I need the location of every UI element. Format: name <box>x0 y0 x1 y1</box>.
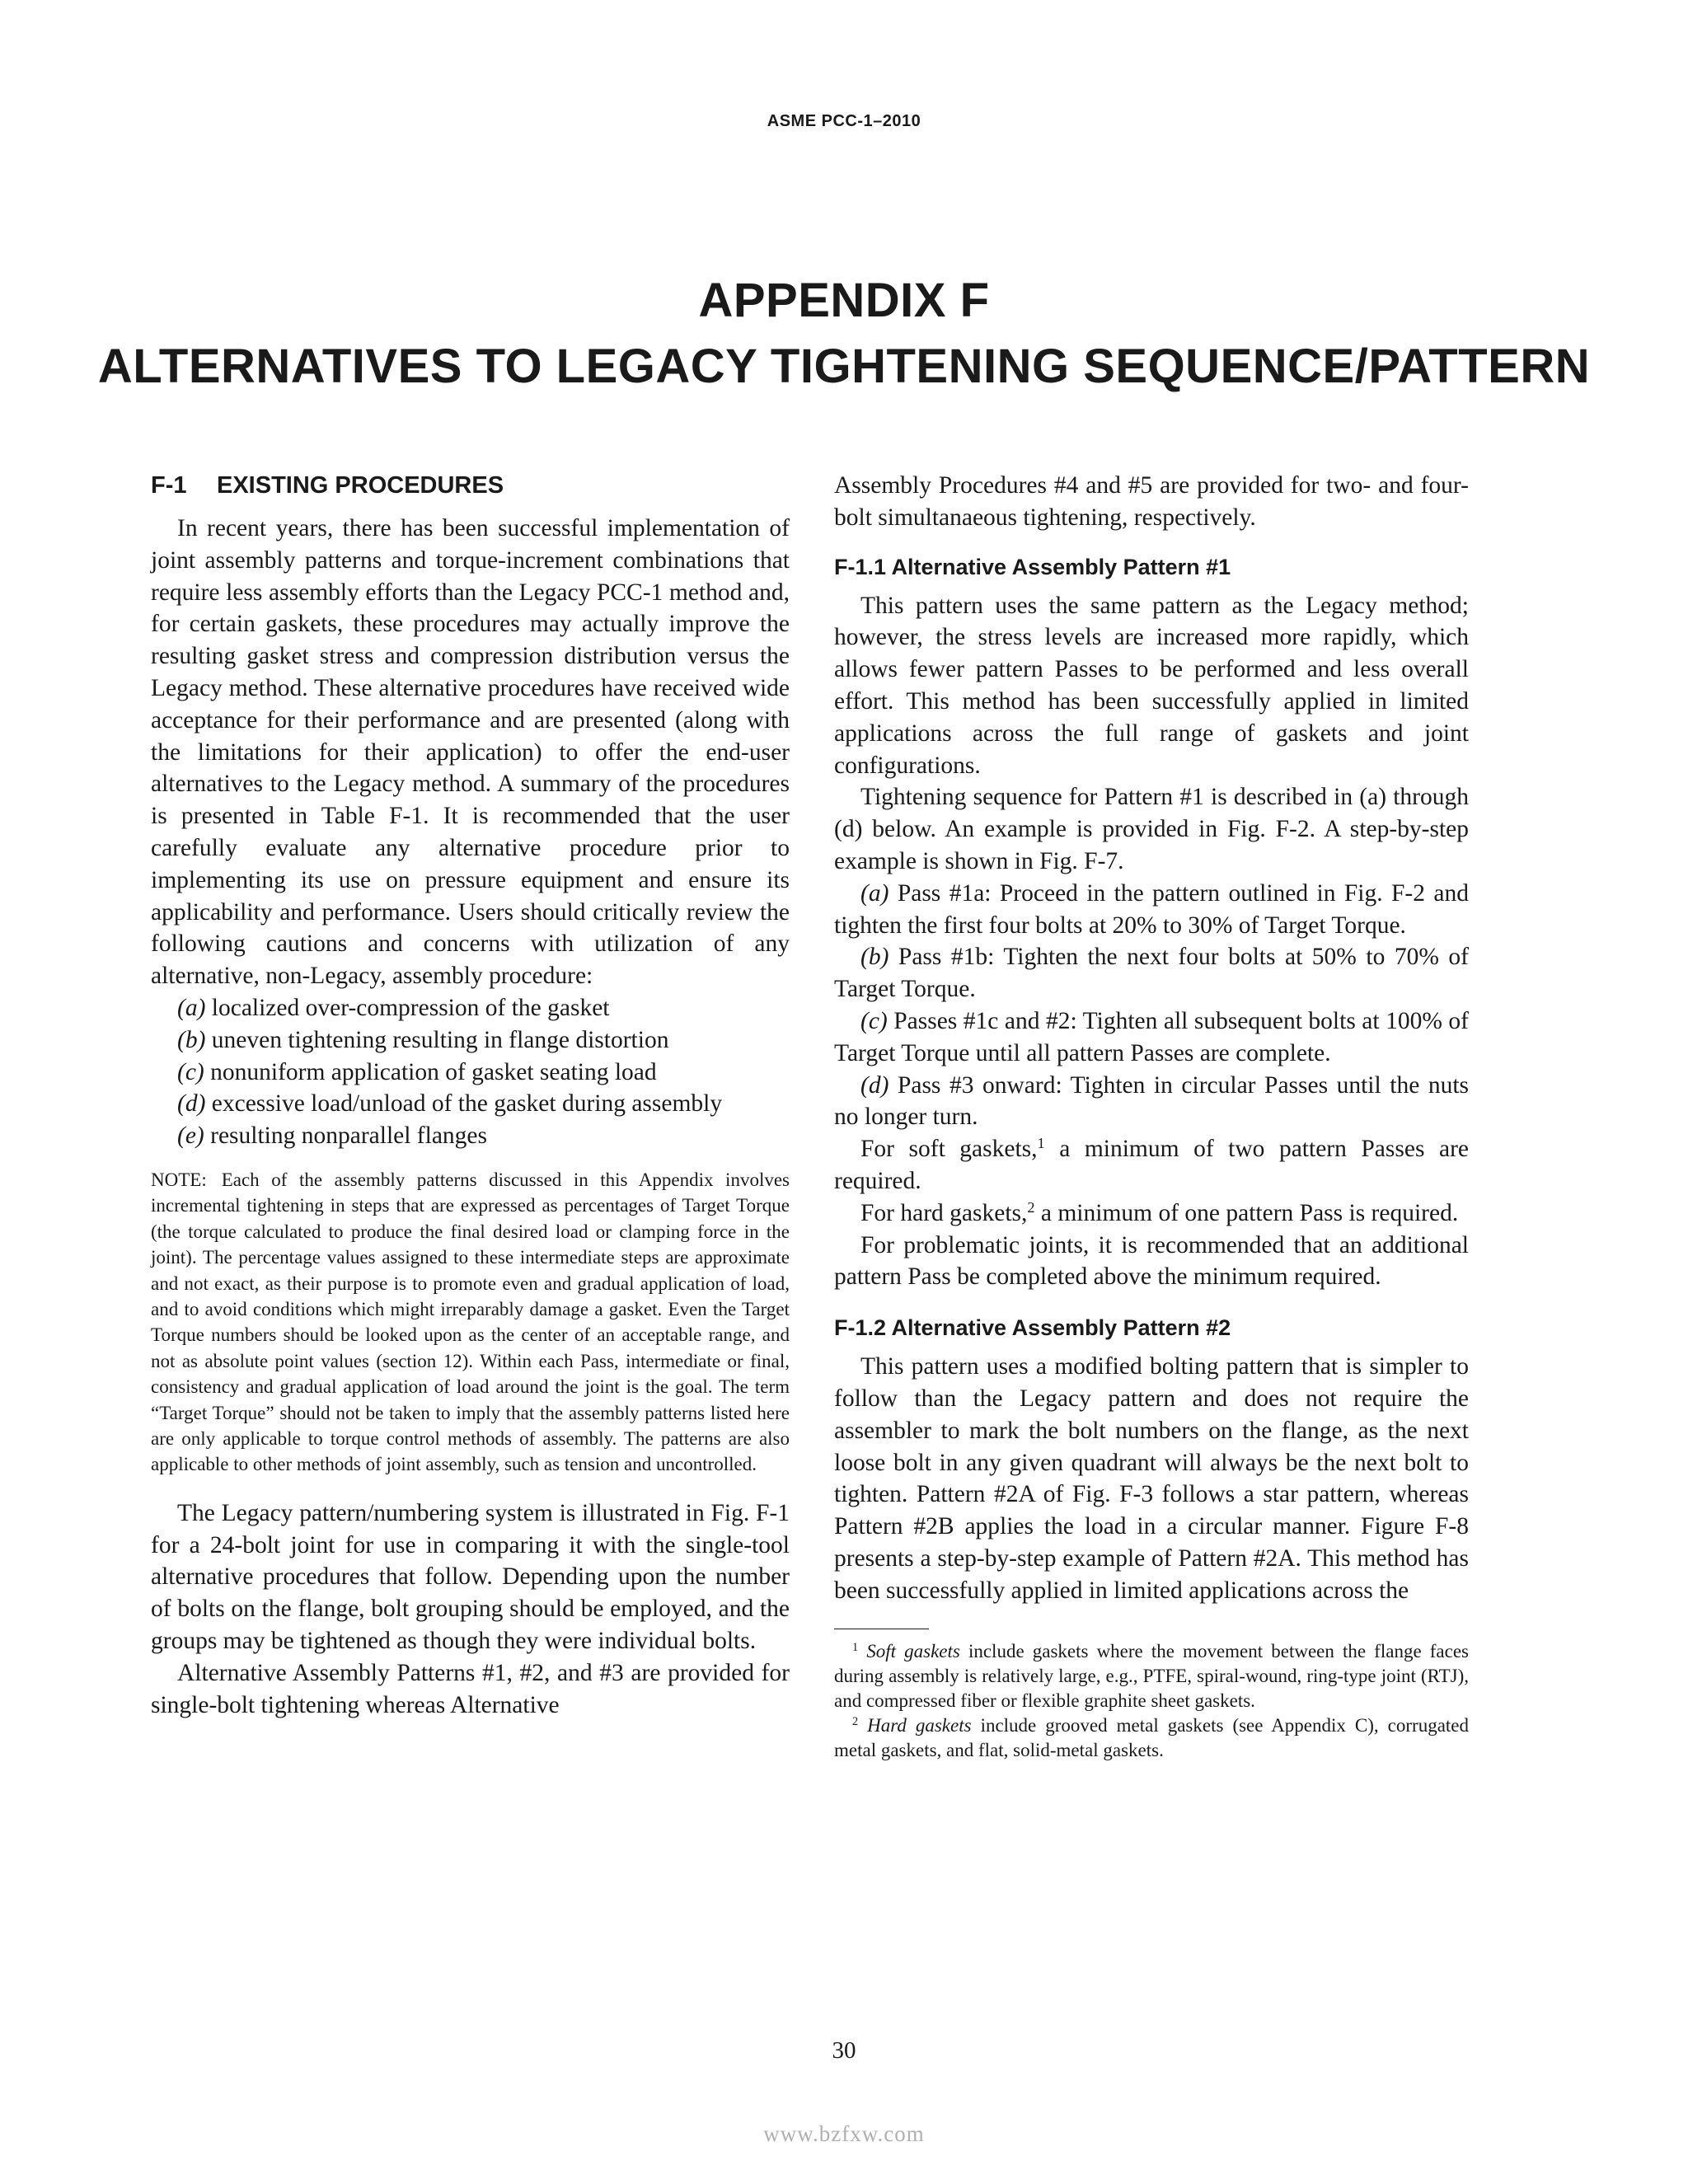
intro-paragraph: In recent years, there has been successful implementation of joint assembly patterns and torque-increment combinations that require less assembly efforts than the Legacy PCC-1 method and, for certain gaskets, these procedures may actually improve the resulting gasket stress and compression distribution versus the Legacy method. These alternative procedures have received wide acceptance for their performance and are presented (along with the limitations for their application) to offer the end-user alternatives to the Legacy method. A summary of the procedures is presented in Table F-1. It is recommended that the user carefully evaluate any alternative procedure prior to implementing its use on pressure equipment and ensure its applicability and performance. Users should critically review the following cautions and concerns with utilization of any alternative, non-Legacy, assembly procedure: <box>151 515 790 990</box>
soft-gaskets-paragraph <box>834 1133 1469 1197</box>
section-title: EXISTING PROCEDURES <box>217 472 504 499</box>
right-column <box>834 470 1469 1763</box>
footnote-number: 2 <box>852 1714 859 1728</box>
note-label: NOTE: <box>151 1169 207 1190</box>
list-item-text: excessive load/unload of the gasket during assembly <box>211 1090 723 1118</box>
footnote-term: Soft gaskets <box>866 1640 960 1661</box>
list-item-text: nonuniform application of gasket seating load <box>210 1058 657 1085</box>
list-item-text: Pass #3 onward: Tighten in circular Passes until the nuts no longer turn. <box>834 1071 1470 1131</box>
pattern2-description: This pattern uses a modified bolting pattern that is simpler to follow than the Legacy pattern and does not require the assembler to mark the bolt numbers on the flange, as the next loose bolt in any given quadrant will always be the next bolt to tighten. Pattern #2A of Fig. F-3 follows a star pattern, whereas Pattern #2B applies the load in a circular manner. Figure F-8 presents a step-by-step example of Pattern #2A. This method has been successfully applied in limited applications across the <box>834 1353 1469 1604</box>
footnote-ref-1: 1 <box>1037 1135 1045 1152</box>
note-block <box>151 1167 790 1478</box>
list-item <box>834 941 1469 1005</box>
cautions-list <box>151 992 790 1152</box>
hard-gaskets-text: For hard gaskets, <box>860 1199 1028 1226</box>
list-item <box>834 878 1469 942</box>
subsection-heading-f1-2: F-1.2 Alternative Assembly Pattern #2 <box>834 1315 1231 1341</box>
list-item-label: (a) <box>177 994 206 1021</box>
pattern1-steps-list <box>834 878 1469 1133</box>
soft-gaskets-text-end: a minimum of two pattern Passes are required. <box>834 1136 1469 1194</box>
list-item-label: (c) <box>860 1007 888 1034</box>
list-item-text: Pass #1a: Proceed in the pattern outlined in Fig. F-2 and tighten the first four bolts at 20% to 30% of Target Torque. <box>834 879 1470 939</box>
alternative-patterns-paragraph: Alternative Assembly Patterns #1, #2, and #3 are provided for single-bolt tightening whereas Alternative <box>151 1659 790 1718</box>
appendix-title-line1: APPENDIX F <box>698 274 990 327</box>
soft-gaskets-text: For soft gaskets, <box>860 1136 1038 1163</box>
list-item <box>151 1120 790 1152</box>
list-item <box>834 1005 1469 1070</box>
list-item-label: (c) <box>177 1058 204 1085</box>
note-text: Each of the assembly patterns discussed in this Appendix involves incremental tightening in steps that are expressed as percentages of Target Torque (the torque calculated to produce the final desired load or clamping force in the joint). The percentage values assigned to these intermediate steps are approximate and not exact, as their purpose is to promote even and gradual application of load, and to avoid conditions which might irreparably damage a gasket. Even the Target Torque numbers should be looked upon as the center of an acceptable range, and not as absolute point values (section 12). Within each Pass, intermediate or final, consistency and gradual application of load around the joint is the goal. The term “Target Torque” should not be taken to imply that the assembly patterns listed here are only applicable to torque control methods of assembly. The patterns are also applicable to other methods of joint assembly, such as tension and uncontrolled. <box>151 1169 790 1475</box>
list-item-text: Pass #1b: Tighten the next four bolts at 50% to 70% of Target Torque. <box>834 944 1469 1003</box>
section-number: F-1 <box>151 472 187 499</box>
list-item-text: localized over-compression of the gasket <box>211 994 610 1021</box>
legacy-pattern-paragraph: The Legacy pattern/numbering system is illustrated in Fig. F-1 for a 24-bolt joint for use in comparing it with the single-tool alternative procedures that follow. Depending upon the number of bolts on the flange, bolt grouping should be employed, and the groups may be tightened as though they were individual bolts. <box>151 1499 790 1654</box>
appendix-title-line2: ALTERNATIVES TO LEGACY TIGHTENING SEQUENCE/PATTERN <box>97 340 1591 393</box>
running-header: ASME PCC-1–2010 <box>767 112 921 130</box>
list-item-label: (b) <box>177 1026 206 1053</box>
list-item <box>151 1024 790 1057</box>
footnote-term: Hard gaskets <box>867 1714 972 1736</box>
list-item-label: (e) <box>177 1122 204 1150</box>
list-item-label: (d) <box>177 1090 206 1118</box>
list-item <box>151 992 790 1024</box>
footnote-1 <box>834 1639 1469 1713</box>
page-number: 30 <box>832 2037 856 2064</box>
list-item <box>834 1070 1469 1134</box>
list-item-label: (b) <box>860 944 889 971</box>
hard-gaskets-paragraph <box>834 1197 1469 1230</box>
list-item-text: uneven tightening resulting in flange distortion <box>211 1026 669 1053</box>
list-item-label: (a) <box>860 879 889 907</box>
watermark: www.bzfxw.com <box>763 2121 925 2146</box>
footnote-number: 1 <box>852 1640 859 1654</box>
section-heading-f1 <box>151 470 790 501</box>
footnote-2 <box>834 1713 1469 1763</box>
list-item-text: Passes #1c and #2: Tighten all subsequent bolts at 100% of Target Torque until all pattern Passes are complete. <box>834 1007 1469 1066</box>
subsection-heading-f1-1: F-1.1 Alternative Assembly Pattern #1 <box>834 554 1231 579</box>
hard-gaskets-text-end: a minimum of one pattern Pass is required. <box>1034 1199 1459 1226</box>
footnote-text: include gaskets where the movement between the flange faces during assembly is relatively large, e.g., PTFE, spiral-wound, ring-type joint (RTJ), and compressed fiber or flexible graphite sheet gaskets. <box>834 1640 1469 1711</box>
list-item <box>151 1057 790 1089</box>
appendix-title <box>0 268 1688 400</box>
footnote-text: include grooved metal gaskets (see Appendix C), corrugated metal gaskets, and flat, solid-metal gaskets. <box>834 1714 1469 1760</box>
footnote-ref-2: 2 <box>1027 1198 1035 1216</box>
pattern1-description: This pattern uses the same pattern as the Legacy method; however, the stress levels are increased more rapidly, which allows fewer pattern Passes to be performed and less overall effort. This method has been successfully applied in limited applications across the full range of gaskets and joint configurations. <box>834 592 1469 779</box>
list-item-text: resulting nonparallel flanges <box>210 1122 487 1150</box>
pattern1-sequence-intro: Tightening sequence for Pattern #1 is described in (a) through (d) below. An example is provided in Fig. F-2. A step-by-step example is shown in Fig. F-7. <box>834 784 1469 874</box>
problematic-joints-paragraph: For problematic joints, it is recommended that an additional pattern Pass be completed above the minimum required. <box>834 1231 1469 1291</box>
list-item-label: (d) <box>860 1071 889 1099</box>
list-item <box>151 1088 790 1120</box>
left-column <box>151 470 790 1721</box>
continued-paragraph: Assembly Procedures #4 and #5 are provided for two- and four-bolt simultanaeous tightening, respectively. <box>834 472 1469 531</box>
